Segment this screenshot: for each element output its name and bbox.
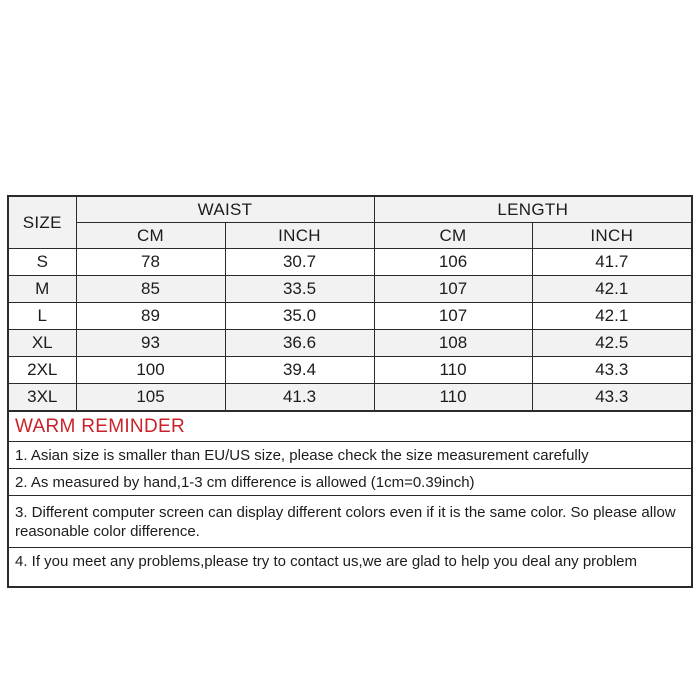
cell-length-inch: 42.5 bbox=[532, 330, 692, 357]
reminder-note: 4. If you meet any problems,please try to contact us,we are glad to help you deal any problem bbox=[8, 548, 692, 588]
cell-waist-cm: 78 bbox=[76, 249, 225, 276]
cell-waist-inch: 33.5 bbox=[225, 276, 374, 303]
warm-reminder-row bbox=[8, 411, 692, 442]
table-row-s bbox=[8, 249, 692, 276]
cell-length-cm: 107 bbox=[374, 303, 532, 330]
header-row-groups bbox=[8, 196, 692, 223]
cell-length-inch: 42.1 bbox=[532, 303, 692, 330]
cell-length-cm: 110 bbox=[374, 357, 532, 384]
cell-size: L bbox=[8, 303, 76, 330]
cell-waist-cm: 100 bbox=[76, 357, 225, 384]
table-row-m bbox=[8, 276, 692, 303]
cell-waist-inch: 35.0 bbox=[225, 303, 374, 330]
cell-waist-inch: 41.3 bbox=[225, 384, 374, 412]
table-row-2xl bbox=[8, 357, 692, 384]
cell-length-cm: 107 bbox=[374, 276, 532, 303]
cell-length-cm: 108 bbox=[374, 330, 532, 357]
size-chart-table bbox=[7, 195, 693, 588]
cell-length-inch: 41.7 bbox=[532, 249, 692, 276]
cell-size: XL bbox=[8, 330, 76, 357]
cell-size: 3XL bbox=[8, 384, 76, 412]
cell-length-inch: 42.1 bbox=[532, 276, 692, 303]
cell-size: S bbox=[8, 249, 76, 276]
cell-waist-inch: 39.4 bbox=[225, 357, 374, 384]
reminder-note: 1. Asian size is smaller than EU/US size, please check the size measurement carefully bbox=[8, 442, 692, 469]
header-row-units bbox=[8, 223, 692, 249]
cell-waist-inch: 30.7 bbox=[225, 249, 374, 276]
warm-reminder-title: WARM REMINDER bbox=[8, 411, 692, 442]
cell-length-inch: 43.3 bbox=[532, 357, 692, 384]
cell-size: 2XL bbox=[8, 357, 76, 384]
header-length-inch: INCH bbox=[532, 223, 692, 249]
cell-waist-cm: 85 bbox=[76, 276, 225, 303]
reminder-note-row bbox=[8, 496, 692, 548]
header-length: LENGTH bbox=[374, 196, 692, 223]
cell-waist-cm: 89 bbox=[76, 303, 225, 330]
reminder-note: 2. As measured by hand,1-3 cm difference is allowed (1cm=0.39inch) bbox=[8, 469, 692, 496]
reminder-note-row bbox=[8, 548, 692, 588]
table-row-xl bbox=[8, 330, 692, 357]
cell-waist-cm: 93 bbox=[76, 330, 225, 357]
header-waist-cm: CM bbox=[76, 223, 225, 249]
reminder-note-row bbox=[8, 469, 692, 496]
header-waist: WAIST bbox=[76, 196, 374, 223]
reminder-note-row bbox=[8, 442, 692, 469]
cell-length-cm: 106 bbox=[374, 249, 532, 276]
table-row-3xl bbox=[8, 384, 692, 412]
header-size: SIZE bbox=[8, 196, 76, 249]
cell-waist-inch: 36.6 bbox=[225, 330, 374, 357]
cell-length-cm: 110 bbox=[374, 384, 532, 412]
header-length-cm: CM bbox=[374, 223, 532, 249]
cell-size: M bbox=[8, 276, 76, 303]
reminder-note: 3. Different computer screen can display different colors even if it is the same color. So please allow reasonable color difference. bbox=[8, 496, 692, 548]
table-row-l bbox=[8, 303, 692, 330]
cell-length-inch: 43.3 bbox=[532, 384, 692, 412]
cell-waist-cm: 105 bbox=[76, 384, 225, 412]
header-waist-inch: INCH bbox=[225, 223, 374, 249]
